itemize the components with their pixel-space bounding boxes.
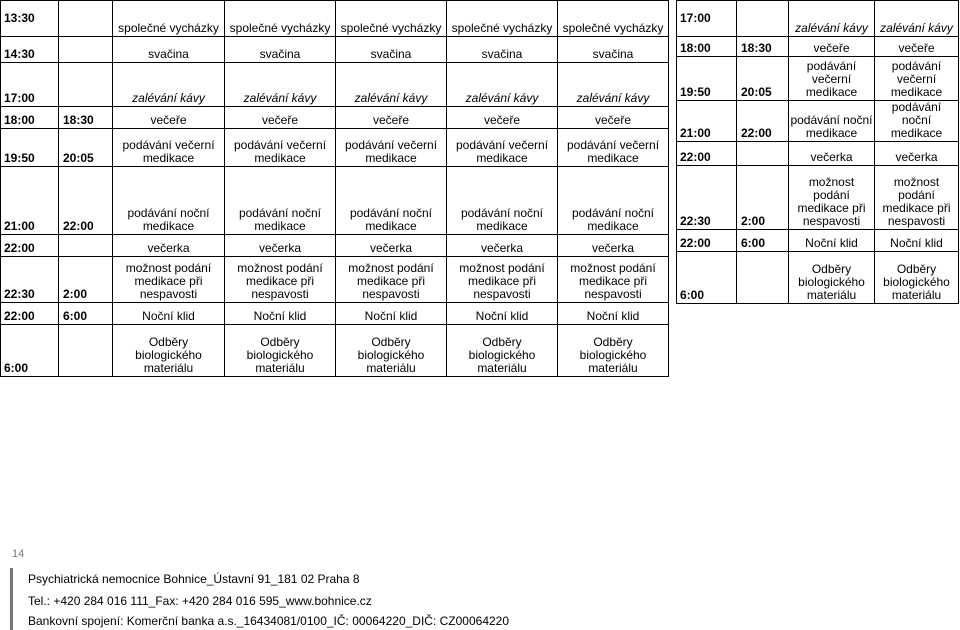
activity-cell: možnost podání medikace při nespavosti <box>875 166 959 230</box>
time-start: 13:30 <box>1 1 59 37</box>
activity-cell: podávání noční medikace <box>875 101 959 142</box>
time-end <box>737 1 789 37</box>
activity-cell: podávání večerní medikace <box>113 129 225 167</box>
time-end: 20:05 <box>59 129 113 167</box>
time-end <box>59 1 113 37</box>
activity-cell: svačina <box>225 37 336 63</box>
activity-cell: večerka <box>558 235 669 257</box>
time-start: 22:00 <box>677 230 737 252</box>
time-start: 22:00 <box>1 235 59 257</box>
activity-cell: Noční klid <box>875 230 959 252</box>
activity-cell: večerka <box>113 235 225 257</box>
left-table-row <box>1 63 669 107</box>
activity-cell: Odběry biologického materiálu <box>336 325 447 377</box>
activity-cell: svačina <box>336 37 447 63</box>
schedule-table-right <box>676 0 959 304</box>
activity-cell: podávání noční medikace <box>558 167 669 235</box>
time-end: 18:30 <box>59 107 113 129</box>
right-table-row <box>677 1 959 37</box>
time-end: 2:00 <box>59 257 113 303</box>
activity-cell: Noční klid <box>225 303 336 325</box>
activity-cell: Odběry biologického materiálu <box>875 252 959 304</box>
left-table-row <box>1 325 669 377</box>
activity-cell: zalévání kávy <box>336 63 447 107</box>
activity-cell: podávání noční medikace <box>789 101 875 142</box>
activity-cell: podávání noční medikace <box>113 167 225 235</box>
right-table-row <box>677 57 959 101</box>
activity-cell: společné vycházky <box>336 1 447 37</box>
time-end: 6:00 <box>737 230 789 252</box>
activity-cell: večeře <box>113 107 225 129</box>
activity-cell: možnost podání medikace při nespavosti <box>113 257 225 303</box>
right-table-row <box>677 252 959 304</box>
time-start: 18:00 <box>1 107 59 129</box>
activity-cell: svačina <box>447 37 558 63</box>
time-start: 18:00 <box>677 37 737 57</box>
activity-cell: večerka <box>225 235 336 257</box>
activity-cell: večeře <box>789 37 875 57</box>
activity-cell: možnost podání medikace při nespavosti <box>789 166 875 230</box>
left-table-row <box>1 37 669 63</box>
time-end <box>59 63 113 107</box>
activity-cell: Odběry biologického materiálu <box>113 325 225 377</box>
activity-cell: Odběry biologického materiálu <box>558 325 669 377</box>
activity-cell: zalévání kávy <box>875 1 959 37</box>
time-end: 6:00 <box>59 303 113 325</box>
time-start: 22:30 <box>677 166 737 230</box>
page-number: 14 <box>12 548 25 560</box>
time-start: 22:00 <box>677 142 737 166</box>
activity-cell: Noční klid <box>447 303 558 325</box>
left-table-row <box>1 167 669 235</box>
activity-cell: společné vycházky <box>447 1 558 37</box>
page-footer <box>10 548 710 628</box>
time-end: 22:00 <box>737 101 789 142</box>
time-start: 17:00 <box>1 63 59 107</box>
activity-cell: možnost podání medikace při nespavosti <box>447 257 558 303</box>
activity-cell: zalévání kávy <box>789 1 875 37</box>
activity-cell: podávání večerní medikace <box>447 129 558 167</box>
activity-cell: společné vycházky <box>113 1 225 37</box>
activity-cell: večerka <box>875 142 959 166</box>
time-start: 17:00 <box>677 1 737 37</box>
footer-bank: Bankovní spojení: Komerční banka a.s._16434081/0100_IČ: 00064220_DIČ: CZ00064220 <box>28 614 510 628</box>
time-start: 19:50 <box>677 57 737 101</box>
activity-cell: večerka <box>447 235 558 257</box>
activity-cell: zalévání kávy <box>225 63 336 107</box>
activity-cell: podávání noční medikace <box>336 167 447 235</box>
right-table-row <box>677 166 959 230</box>
activity-cell: Odběry biologického materiálu <box>789 252 875 304</box>
activity-cell: zalévání kávy <box>447 63 558 107</box>
activity-cell: podávání noční medikace <box>447 167 558 235</box>
time-end <box>737 142 789 166</box>
footer-divider <box>10 568 13 630</box>
activity-cell: večeře <box>558 107 669 129</box>
left-table-row <box>1 129 669 167</box>
activity-cell: možnost podání medikace při nespavosti <box>336 257 447 303</box>
activity-cell: Noční klid <box>789 230 875 252</box>
left-table-row <box>1 235 669 257</box>
activity-cell: Odběry biologického materiálu <box>225 325 336 377</box>
schedule-table-left <box>0 0 669 377</box>
activity-cell: svačina <box>113 37 225 63</box>
activity-cell: večeře <box>225 107 336 129</box>
activity-cell: večeře <box>875 37 959 57</box>
time-end <box>59 325 113 377</box>
activity-cell: zalévání kávy <box>558 63 669 107</box>
time-end <box>737 252 789 304</box>
footer-contact: Tel.: +420 284 016 111_Fax: +420 284 016 595_www.bohnice.cz <box>28 594 372 608</box>
left-table-row <box>1 1 669 37</box>
footer-address: Psychiatrická nemocnice Bohnice_Ústavní 91_181 02 Praha 8 <box>28 572 360 586</box>
activity-cell: společné vycházky <box>558 1 669 37</box>
activity-cell: podávání večerní medikace <box>225 129 336 167</box>
activity-cell: večerka <box>336 235 447 257</box>
time-end: 2:00 <box>737 166 789 230</box>
time-end: 18:30 <box>737 37 789 57</box>
left-table-row <box>1 303 669 325</box>
right-table-row <box>677 37 959 57</box>
right-table-row <box>677 142 959 166</box>
activity-cell: večeře <box>447 107 558 129</box>
activity-cell: Noční klid <box>558 303 669 325</box>
left-table-row <box>1 107 669 129</box>
time-start: 21:00 <box>677 101 737 142</box>
time-start: 22:00 <box>1 303 59 325</box>
time-start: 14:30 <box>1 37 59 63</box>
activity-cell: společné vycházky <box>225 1 336 37</box>
activity-cell: Noční klid <box>336 303 447 325</box>
time-end <box>59 37 113 63</box>
activity-cell: Noční klid <box>113 303 225 325</box>
time-start: 6:00 <box>1 325 59 377</box>
activity-cell: zalévání kávy <box>113 63 225 107</box>
time-end <box>59 235 113 257</box>
activity-cell: Odběry biologického materiálu <box>447 325 558 377</box>
time-start: 19:50 <box>1 129 59 167</box>
time-start: 22:30 <box>1 257 59 303</box>
right-table-row <box>677 230 959 252</box>
time-end: 20:05 <box>737 57 789 101</box>
activity-cell: podávání noční medikace <box>225 167 336 235</box>
activity-cell: možnost podání medikace při nespavosti <box>558 257 669 303</box>
activity-cell: večeře <box>336 107 447 129</box>
activity-cell: svačina <box>558 37 669 63</box>
time-start: 21:00 <box>1 167 59 235</box>
activity-cell: podávání večerní medikace <box>875 57 959 101</box>
time-end: 22:00 <box>59 167 113 235</box>
activity-cell: možnost podání medikace při nespavosti <box>225 257 336 303</box>
time-start: 6:00 <box>677 252 737 304</box>
right-table-row <box>677 101 959 142</box>
activity-cell: podávání večerní medikace <box>558 129 669 167</box>
activity-cell: podávání večerní medikace <box>336 129 447 167</box>
left-table-row <box>1 257 669 303</box>
activity-cell: podávání večerní medikace <box>789 57 875 101</box>
activity-cell: večerka <box>789 142 875 166</box>
